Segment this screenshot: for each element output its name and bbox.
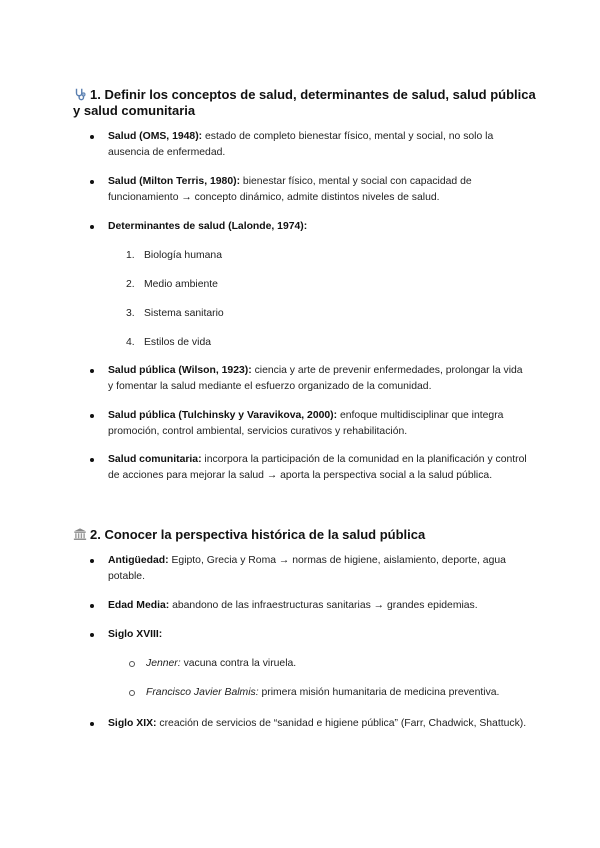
section-2-title: 2. Conocer la perspectiva histórica de la salud pública: [90, 527, 426, 542]
sub-list-item: [146, 657, 296, 671]
item-text: bienestar físico, mental y social con capacidad de funcionamiento → concepto dinámico, admite distintos niveles de salud.: [108, 176, 472, 203]
section-1-title: 1. Definir los conceptos de salud, determinantes de salud, salud pública y salud comunitaria: [73, 87, 536, 118]
numbered-item: [126, 278, 218, 292]
item-label: Salud pública (Wilson, 1923):: [108, 365, 252, 376]
numbered-item: [126, 336, 211, 350]
list-item: [108, 452, 528, 484]
item-label: Salud pública (Tulchinsky y Varavikova, 2000):: [108, 410, 338, 421]
item-text: Egipto, Grecia y Roma → normas de higiene, aislamiento, deporte, agua potable.: [108, 555, 506, 582]
item-text: Estilos de vida: [144, 337, 211, 348]
bullet: [90, 180, 94, 184]
list-item: [108, 598, 528, 614]
list-item: [108, 627, 528, 643]
bullet: [90, 225, 94, 229]
sub-list-item: [146, 686, 499, 700]
item-text: creación de servicios de “sanidad e higiene pública” (Farr, Chadwick, Shattuck).: [159, 718, 527, 729]
item-number: 2.: [126, 279, 135, 290]
item-number: 4.: [126, 337, 135, 348]
bullet: [90, 633, 94, 637]
item-text: ciencia y arte de prevenir enfermedades, prolongar la vida y fomentar la salud mediante el esfuerzo organizado de la comunidad.: [108, 365, 523, 392]
item-label: Salud (Milton Terris, 1980):: [108, 176, 241, 187]
item-label: Siglo XVIII:: [108, 629, 163, 640]
bullet: [90, 369, 94, 373]
section-1-heading: [73, 87, 543, 119]
stethoscope-icon: [73, 87, 87, 101]
classical-building-icon: [73, 527, 87, 541]
item-text: Sistema sanitario: [144, 308, 224, 319]
item-label: Antigüedad:: [108, 555, 169, 566]
list-item: [108, 219, 528, 235]
item-text: vacuna contra la viruela.: [183, 658, 297, 669]
list-item: [108, 553, 528, 585]
bullet: [90, 458, 94, 462]
list-item: [108, 363, 528, 395]
bullet: [90, 604, 94, 608]
item-text: primera misión humanitaria de medicina preventiva.: [261, 687, 500, 698]
circle-bullet: [129, 661, 135, 667]
item-number: 3.: [126, 308, 135, 319]
item-label: Siglo XIX:: [108, 718, 157, 729]
item-number: 1.: [126, 250, 135, 261]
section-2-heading: [73, 527, 543, 543]
list-item: [108, 716, 528, 732]
item-label: Determinantes de salud (Lalonde, 1974):: [108, 221, 308, 232]
list-item: [108, 174, 528, 206]
item-label: Salud comunitaria:: [108, 454, 202, 465]
circle-bullet: [129, 690, 135, 696]
bullet: [90, 559, 94, 563]
item-label: Edad Media:: [108, 600, 170, 611]
person-name: Jenner:: [146, 658, 181, 669]
item-text: incorpora la participación de la comunidad en la planificación y control de acciones para mejorar la salud → aporta la perspectiva social a la salud pública.: [108, 454, 527, 481]
list-item: [108, 129, 528, 161]
person-name: Francisco Javier Balmis:: [146, 687, 259, 698]
numbered-item: [126, 307, 224, 321]
list-item: [108, 408, 528, 440]
numbered-item: [126, 249, 222, 263]
bullet: [90, 722, 94, 726]
item-text: Medio ambiente: [144, 279, 218, 290]
bullet: [90, 414, 94, 418]
item-text: Biología humana: [144, 250, 222, 261]
item-text: enfoque multidisciplinar que integra promoción, control ambiental, servicios curativos y rehabilitación.: [108, 410, 504, 437]
bullet: [90, 135, 94, 139]
item-text: abandono de las infraestructuras sanitarias → grandes epidemias.: [172, 600, 478, 611]
item-label: Salud (OMS, 1948):: [108, 131, 203, 142]
item-text: estado de completo bienestar físico, mental y social, no solo la ausencia de enfermedad.: [108, 131, 494, 158]
